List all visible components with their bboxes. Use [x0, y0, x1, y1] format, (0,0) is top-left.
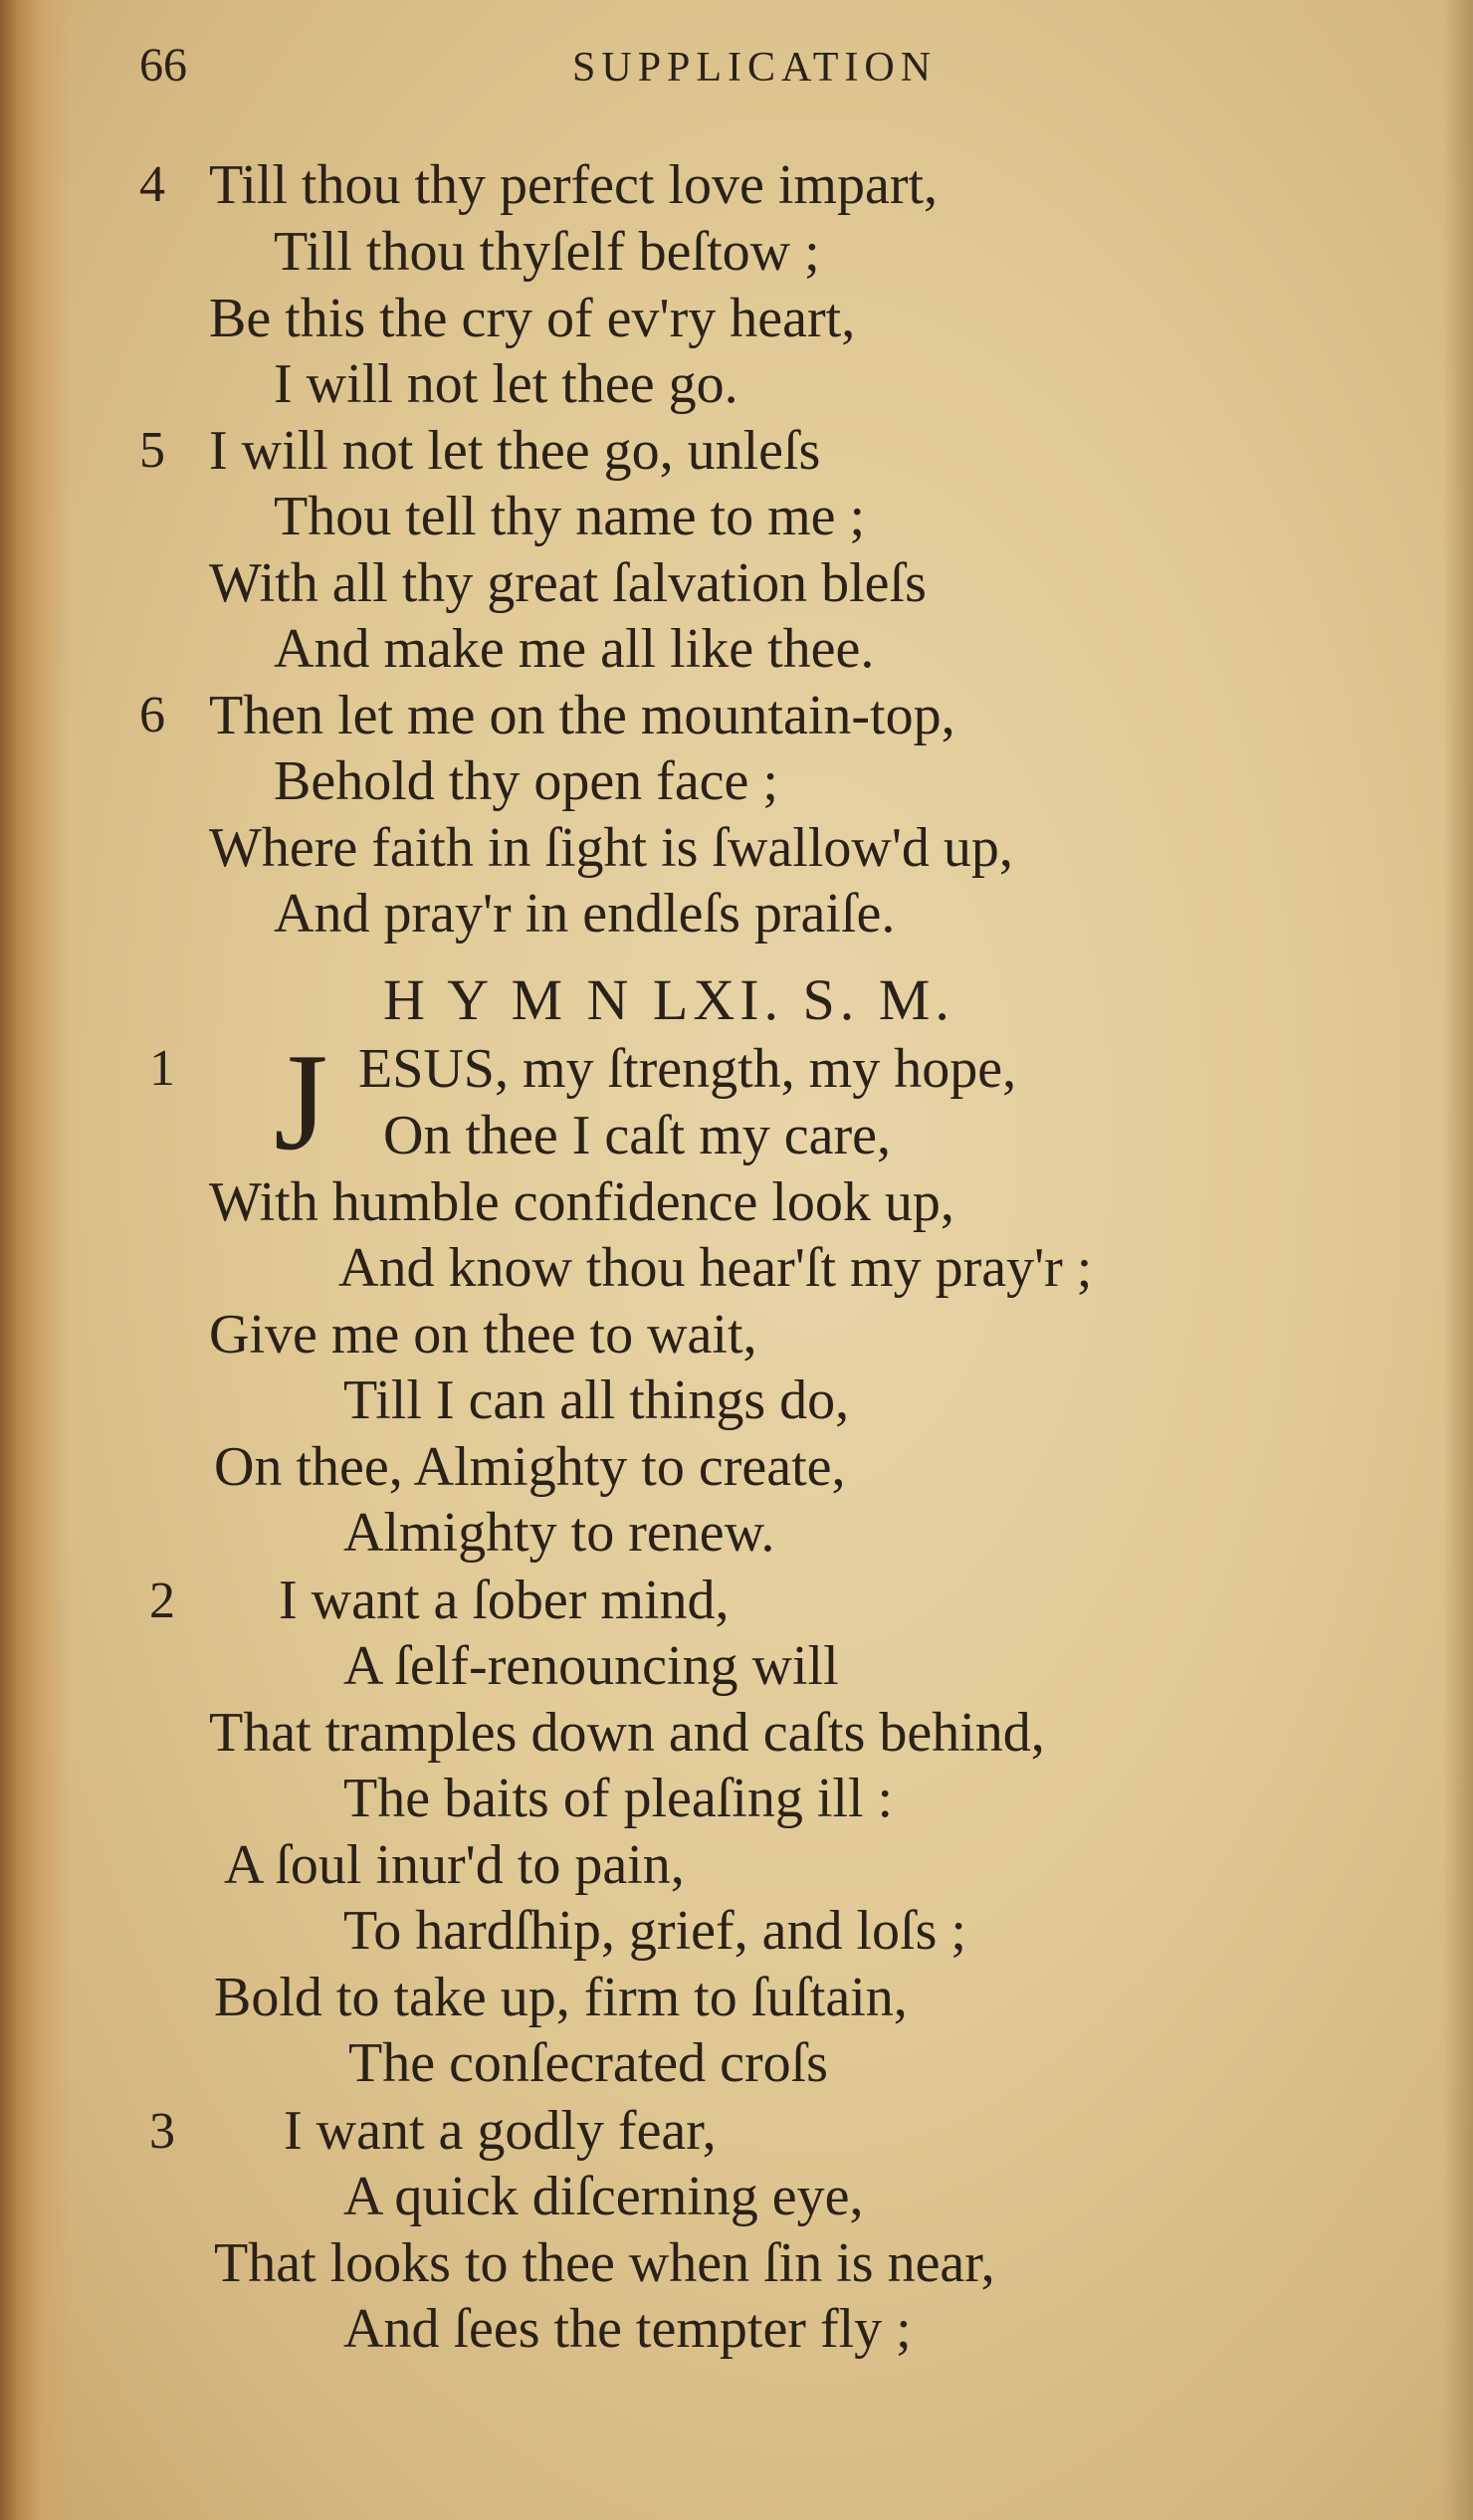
page-edge-shadow [0, 0, 70, 2520]
verse-line: To hardſhip, grief, and loſs ; [343, 1900, 966, 1962]
page-edge-right [1443, 0, 1473, 2520]
verse-line: Behold thy open face ; [274, 750, 778, 812]
stanza-number: 5 [139, 422, 165, 479]
stanza-number: 4 [139, 156, 165, 213]
verse-line: A quick diſcerning eye, [343, 2166, 864, 2227]
verse-line: A ſoul inur'd to pain, [224, 1834, 685, 1896]
verse-line: And pray'r in endleſs praiſe. [274, 883, 896, 945]
verse-line: And know thou hear'ſt my pray'r ; [338, 1237, 1093, 1299]
verse-line: That looks to thee when ſin is near, [214, 2232, 995, 2294]
stanza-number: 6 [139, 687, 165, 743]
stanza-number: 1 [149, 1040, 175, 1097]
verse-line: I will not let thee go, unleſs [209, 420, 821, 482]
hymn-title: H Y M N LXI. S. M. [383, 967, 954, 1032]
verse-line: I want a ſober mind, [279, 1570, 730, 1631]
verse-line: I want a godly fear, [284, 2100, 717, 2162]
verse-line: A ſelf-renouncing will [343, 1635, 839, 1697]
verse-line: The conſecrated croſs [348, 2032, 828, 2094]
verse-line: And make me all like thee. [274, 618, 875, 680]
drop-cap: J [274, 1025, 328, 1179]
verse-line: With all thy great ſalvation bleſs [209, 552, 927, 614]
running-head [0, 38, 1473, 98]
verse-line: The baits of pleaſing ill : [343, 1768, 894, 1829]
verse-line: That tramples down and caſts behind, [209, 1702, 1045, 1764]
verse-line: On thee, Almighty to create, [214, 1436, 846, 1498]
verse-line: Almighty to renew. [343, 1502, 775, 1564]
running-title: SUPPLICATION [572, 45, 938, 91]
verse-line: Till thou thy perfect love impart, [209, 154, 939, 216]
stanza-number: 2 [149, 1573, 175, 1629]
verse-line: Till I can all things do, [343, 1369, 850, 1431]
verse-line: And ſees the tempter fly ; [343, 2298, 912, 2360]
verse-line: I will not let thee go. [274, 353, 738, 415]
stanza-number: 3 [149, 2103, 175, 2160]
verse-line: Bold to take up, firm to ſuſtain, [214, 1967, 908, 2028]
verse-line: Thou tell thy name to me ; [274, 486, 866, 547]
verse-line: With humble confidence look up, [209, 1171, 954, 1233]
verse-line: Where faith in ſight is ſwallow'd up, [209, 817, 1013, 879]
verse-line: Give me on thee to wait, [209, 1304, 757, 1365]
verse-line: On thee I caſt my care, [383, 1105, 891, 1166]
verse-line: Till thou thyſelf beſtow ; [274, 221, 820, 283]
verse-line: Be this the cry of ev'ry heart, [209, 288, 856, 349]
verse-line: Then let me on the mountain-top, [209, 685, 955, 746]
page-number: 66 [139, 39, 187, 92]
verse-line: ESUS, my ſtrength, my hope, [358, 1038, 1017, 1100]
